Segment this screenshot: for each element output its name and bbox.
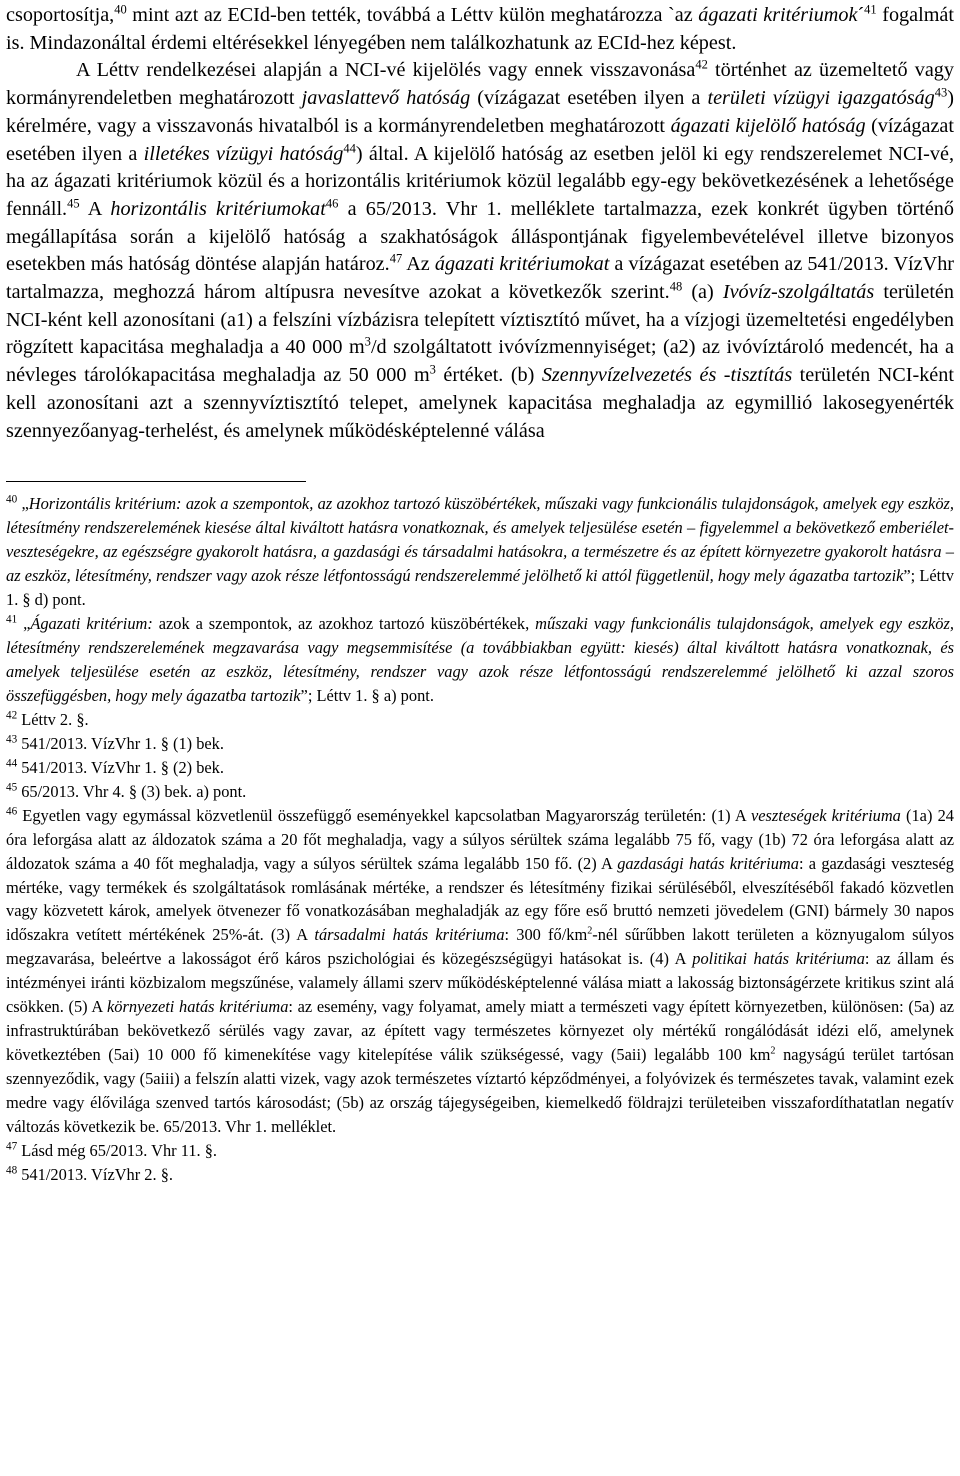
text-run: Az xyxy=(402,253,435,276)
footnote-number: 43 xyxy=(6,733,18,746)
footnote-42 xyxy=(6,708,954,732)
italic-text: műszaki vagy funkcionális tulajdonságok, amelyek egy eszköz, létesítmény rendszerelemének megzavarása vagy megsemmisítése (a továbbiakban együtt: kiesés) által kiváltott hatásra vonatkoznak, és amelyek teljesülése esetén az eszköz, létesítmény, rendszer vagy azok része létfontosságú rendszerelemmé jelölhető ki azzal szoros összefüggésben, hogy mely ágazatba tartozik xyxy=(6,614,954,705)
italic-text: illetékes vízügyi hatóság xyxy=(143,142,344,165)
footnotes xyxy=(6,492,954,1187)
paragraph-1 xyxy=(6,2,954,57)
text-run: csoportosítja, xyxy=(6,4,115,26)
footnote-number: 44 xyxy=(6,757,18,770)
text-run: történhet az üzemeltető vagy kormányrendeletben meghatározott xyxy=(6,59,954,110)
text-run: azok a szempontok, az azokhoz tartozó küszöbértékek, xyxy=(152,614,536,634)
text-run: nagyságú terület tartósan szennyeződik, vagy (5aiii) a felszín alatti vizek, vagy azok természetes víztartó képződményei, a folyóvizek és természetes tavak, valamint ezek medre vagy élővilága szenved tartós károsodást; (5b) az ország tájegységeiben, kiemelkedő földrajzi területeiben visszafordíthatatlan negatív változás következik be. 65/2013. Vhr 1. melléklet. xyxy=(6,1045,954,1137)
text-run: ”; Léttv 1. § a) pont. xyxy=(300,685,434,705)
text-run: ”; Léttv 1. § d) pont. xyxy=(6,566,954,610)
footnote-separator xyxy=(6,481,306,482)
text-run: a vízágazat esetében az 541/2013. VízVhr tartalmazza, meghozzá három altípusra nevesítve azokat a következők szerint. xyxy=(6,253,955,304)
footnote-number: 48 xyxy=(6,1164,18,1177)
footnote-reference: 47 xyxy=(389,251,403,266)
footnote-number: 40 xyxy=(6,493,18,506)
footnote-40 xyxy=(6,492,954,612)
text-run: Lásd még 65/2013. Vhr 11. §. xyxy=(17,1140,217,1160)
text-run: Léttv 2. §. xyxy=(17,709,89,729)
text-run: (vízágazat esetében ilyen a xyxy=(470,87,708,110)
footnote-44 xyxy=(6,756,954,780)
text-run: mint azt az ECId-ben tették, továbbá a Léttv külön meghatározza `az xyxy=(126,4,699,26)
footnote-reference: 44 xyxy=(343,140,356,155)
text-run: értéket. (b) xyxy=(435,364,542,387)
footnote-reference: 3 xyxy=(364,334,371,349)
footnote-number: 46 xyxy=(6,805,18,818)
text-run: (1a) 24 óra leforgása alatt az áldozatok száma a 20 főt meghaladja, vagy a súlyos sérültek száma legalább 75 fő, vagy (1b) 72 óra leforgása alatt az áldozatok száma a 40 főt meghaladja, vagy a súlyos sérültek száma legalább 150 fő. (2) A xyxy=(6,805,954,873)
text-run: A xyxy=(79,197,111,220)
italic-text: Szennyvízelvezetés és -tisztítás xyxy=(541,364,793,387)
italic-text: területi vízügyi igazgatóság xyxy=(707,87,935,110)
italic-text: Ágazati kritérium: xyxy=(30,614,153,634)
text-run: Egyetlen vagy egymással közvetlenül összefüggő eseményekkel kapcsolatban Magyarország területén: (1) A xyxy=(17,805,751,825)
footnote-48 xyxy=(6,1163,954,1187)
paragraph-2-text xyxy=(6,59,954,441)
text-run: ) által. A kijelölő hatóság az esetben jelöl ki egy rendszerelemet NCI-vé, ha az ágazati kritériumok közül és a horizontális kritériumok közül legalább egy-egy bekövetkezésének a lehetősége fennáll. xyxy=(6,142,954,220)
footnote-reference: 43 xyxy=(934,85,948,100)
italic-text: politikai hatás kritériuma xyxy=(692,949,865,969)
italic-text: társadalmi hatás kritériuma xyxy=(314,925,505,945)
footnote-reference: 2 xyxy=(770,1045,776,1057)
text-run: /d szolgáltatott ivóvízmennyiséget; (a2) az ivóvíztároló medencét, ha a névleges tárolókapacitása meghaladja az 50 000 m xyxy=(6,336,954,387)
footnote-reference: 40 xyxy=(114,2,127,17)
italic-text: gazdasági hatás kritériuma xyxy=(617,853,799,873)
text-run: (vízágazat esetében ilyen a xyxy=(6,114,954,165)
footnote-reference: 46 xyxy=(325,196,339,211)
text-run: : az állam és intézményei iránti közbizalom megszűnése, valamely állami szerv működésképtelenné válása miatt a lakosság biztonságérzete kritikus szint alá csökken. (5) A xyxy=(6,949,954,1017)
footnote-number: 45 xyxy=(6,781,18,794)
text-run: „ xyxy=(17,614,31,634)
text-run: „ xyxy=(17,494,29,514)
footnote-43 xyxy=(6,732,954,756)
italic-text: Ivóvíz-szolgáltatás xyxy=(722,281,875,304)
italic-text: javaslattevő hatóság xyxy=(301,87,471,110)
text-run: (a) xyxy=(682,281,723,304)
footnote-reference: 3 xyxy=(429,362,436,377)
text-run: fogalmát is. Mindazonáltal érdemi eltérésekkel lényegében nem találkozhatunk az ECId-hez képest. xyxy=(6,4,954,54)
text-run: -nél sűrűbben lakott területen a köznyugalom súlyos megzavarása, beleértve a lakosságot érő káros pszichológiai és közegészségügyi hatásokat is. (4) A xyxy=(6,925,954,969)
text-run: területén NCI-ként kell azonosítani (a1) a felszíni vízbázisra telepített víztisztító művet, ha a vízjogi üzemeltetési engedélyben rögzített kapacitása meghaladja a 40 000 m xyxy=(6,281,954,359)
text-run: ) kérelmére, vagy a visszavonás hivatalból is a kormányrendeletben meghatározott xyxy=(6,87,955,137)
text-run: : az esemény, vagy folyamat, amely miatt a természeti vagy épített környezetben, különösen: (5a) az infrastruktúrában bekövetkező sérülés vagy zavar, az épített vagy természetes környezet oly mértékű rongálódását idézi elő, amelynek következtében (5ai) 10 000 fő kimenekítése vagy kitelepítése válik szükségessé, vagy (5aii) legalább 100 km xyxy=(6,997,954,1065)
body-text xyxy=(6,0,954,445)
footnote-number: 41 xyxy=(6,613,18,626)
footnote-41 xyxy=(6,612,954,708)
text-run: ´ xyxy=(857,4,865,26)
paragraph-2 xyxy=(6,57,954,445)
footnote-reference: 45 xyxy=(67,196,80,211)
text-run: területén NCI-ként kell azonosítani azt a szennyvíztisztító telepet, amelynek kapacitása meghaladja az egymillió lakosegyenérték szennyezőanyag-terhelést, és amelynek működésképtelenné válása xyxy=(6,364,954,442)
text-run: : 300 fő/km xyxy=(504,925,588,945)
footnote-reference: 48 xyxy=(669,279,683,294)
footnote-number: 47 xyxy=(6,1140,18,1153)
text-run: 65/2013. Vhr 4. § (3) bek. a) pont. xyxy=(17,781,247,801)
footnote-reference: 41 xyxy=(864,2,877,17)
italic-text: Horizontális kritérium: azok a szempontok, az azokhoz tartozó küszöbértékek, műszaki vagy funkcionális tulajdonságok, amelyek egy eszköz, létesítmény rendszerelemének kiesése által kiváltott hatásra vonatkoznak, és amelyek teljesülése esetén – figyelemmel a bekövetkező emberiélet-veszteségekre, az egészségre gyakorolt hatásra, a gazdasági és társadalmi hatásokra, a természetre és az épített környezetre gyakorolt hatásra – az eszköz, létesítmény, rendszer vagy azok része létfontosságú rendszerelemmé jelölhető ki attól függetlenül, hogy mely ágazatba tartozik xyxy=(6,494,954,586)
text-run: 541/2013. VízVhr 1. § (1) bek. xyxy=(17,733,224,753)
italic-text: ágazati kritériumokat xyxy=(434,253,610,276)
italic-text: környezeti hatás kritériuma xyxy=(106,997,289,1017)
footnote-47 xyxy=(6,1139,954,1163)
text-run: 541/2013. VízVhr 1. § (2) bek. xyxy=(17,757,224,777)
footnote-46 xyxy=(6,804,954,1139)
italic-text: ágazati kritériumok xyxy=(698,4,858,26)
italic-text: veszteségek kritériuma xyxy=(750,805,901,825)
italic-text: horizontális kritériumokat xyxy=(110,197,326,220)
footnote-reference: 42 xyxy=(695,57,708,72)
text-run: : a gazdasági veszteség mértéke, vagy termékek és szolgáltatások romlásának mértéke, a rendszer és létesítmény fizikai sérüléséből, elveszítéséből fakadó közvetlen vagy közvetett károk, amelyek ötvenezer fő vonatkozásában meghaladják az egy főre eső bruttó nemzeti jövedelem (GNI) bármely 30 napos időszakra vetített mértékének 25%-át. (3) A xyxy=(6,853,955,945)
footnote-number: 42 xyxy=(6,709,18,722)
text-run: a 65/2013. Vhr 1. melléklete tartalmazza, ezek konkrét ügyben történő megállapítása során a kijelölő hatóság a szakhatóságok álláspontjának figyelembevételével illetve bizonyos esetekben más hatóság döntése alapján határoz. xyxy=(6,197,954,276)
italic-text: ágazati kijelölő hatóság xyxy=(670,114,866,137)
text-run: 541/2013. VízVhr 2. §. xyxy=(17,1164,173,1184)
footnote-45 xyxy=(6,780,954,804)
text-run: A Léttv rendelkezései alapján a NCI-vé kijelölés vagy ennek visszavonása xyxy=(76,59,696,82)
footnote-reference: 2 xyxy=(587,925,593,937)
